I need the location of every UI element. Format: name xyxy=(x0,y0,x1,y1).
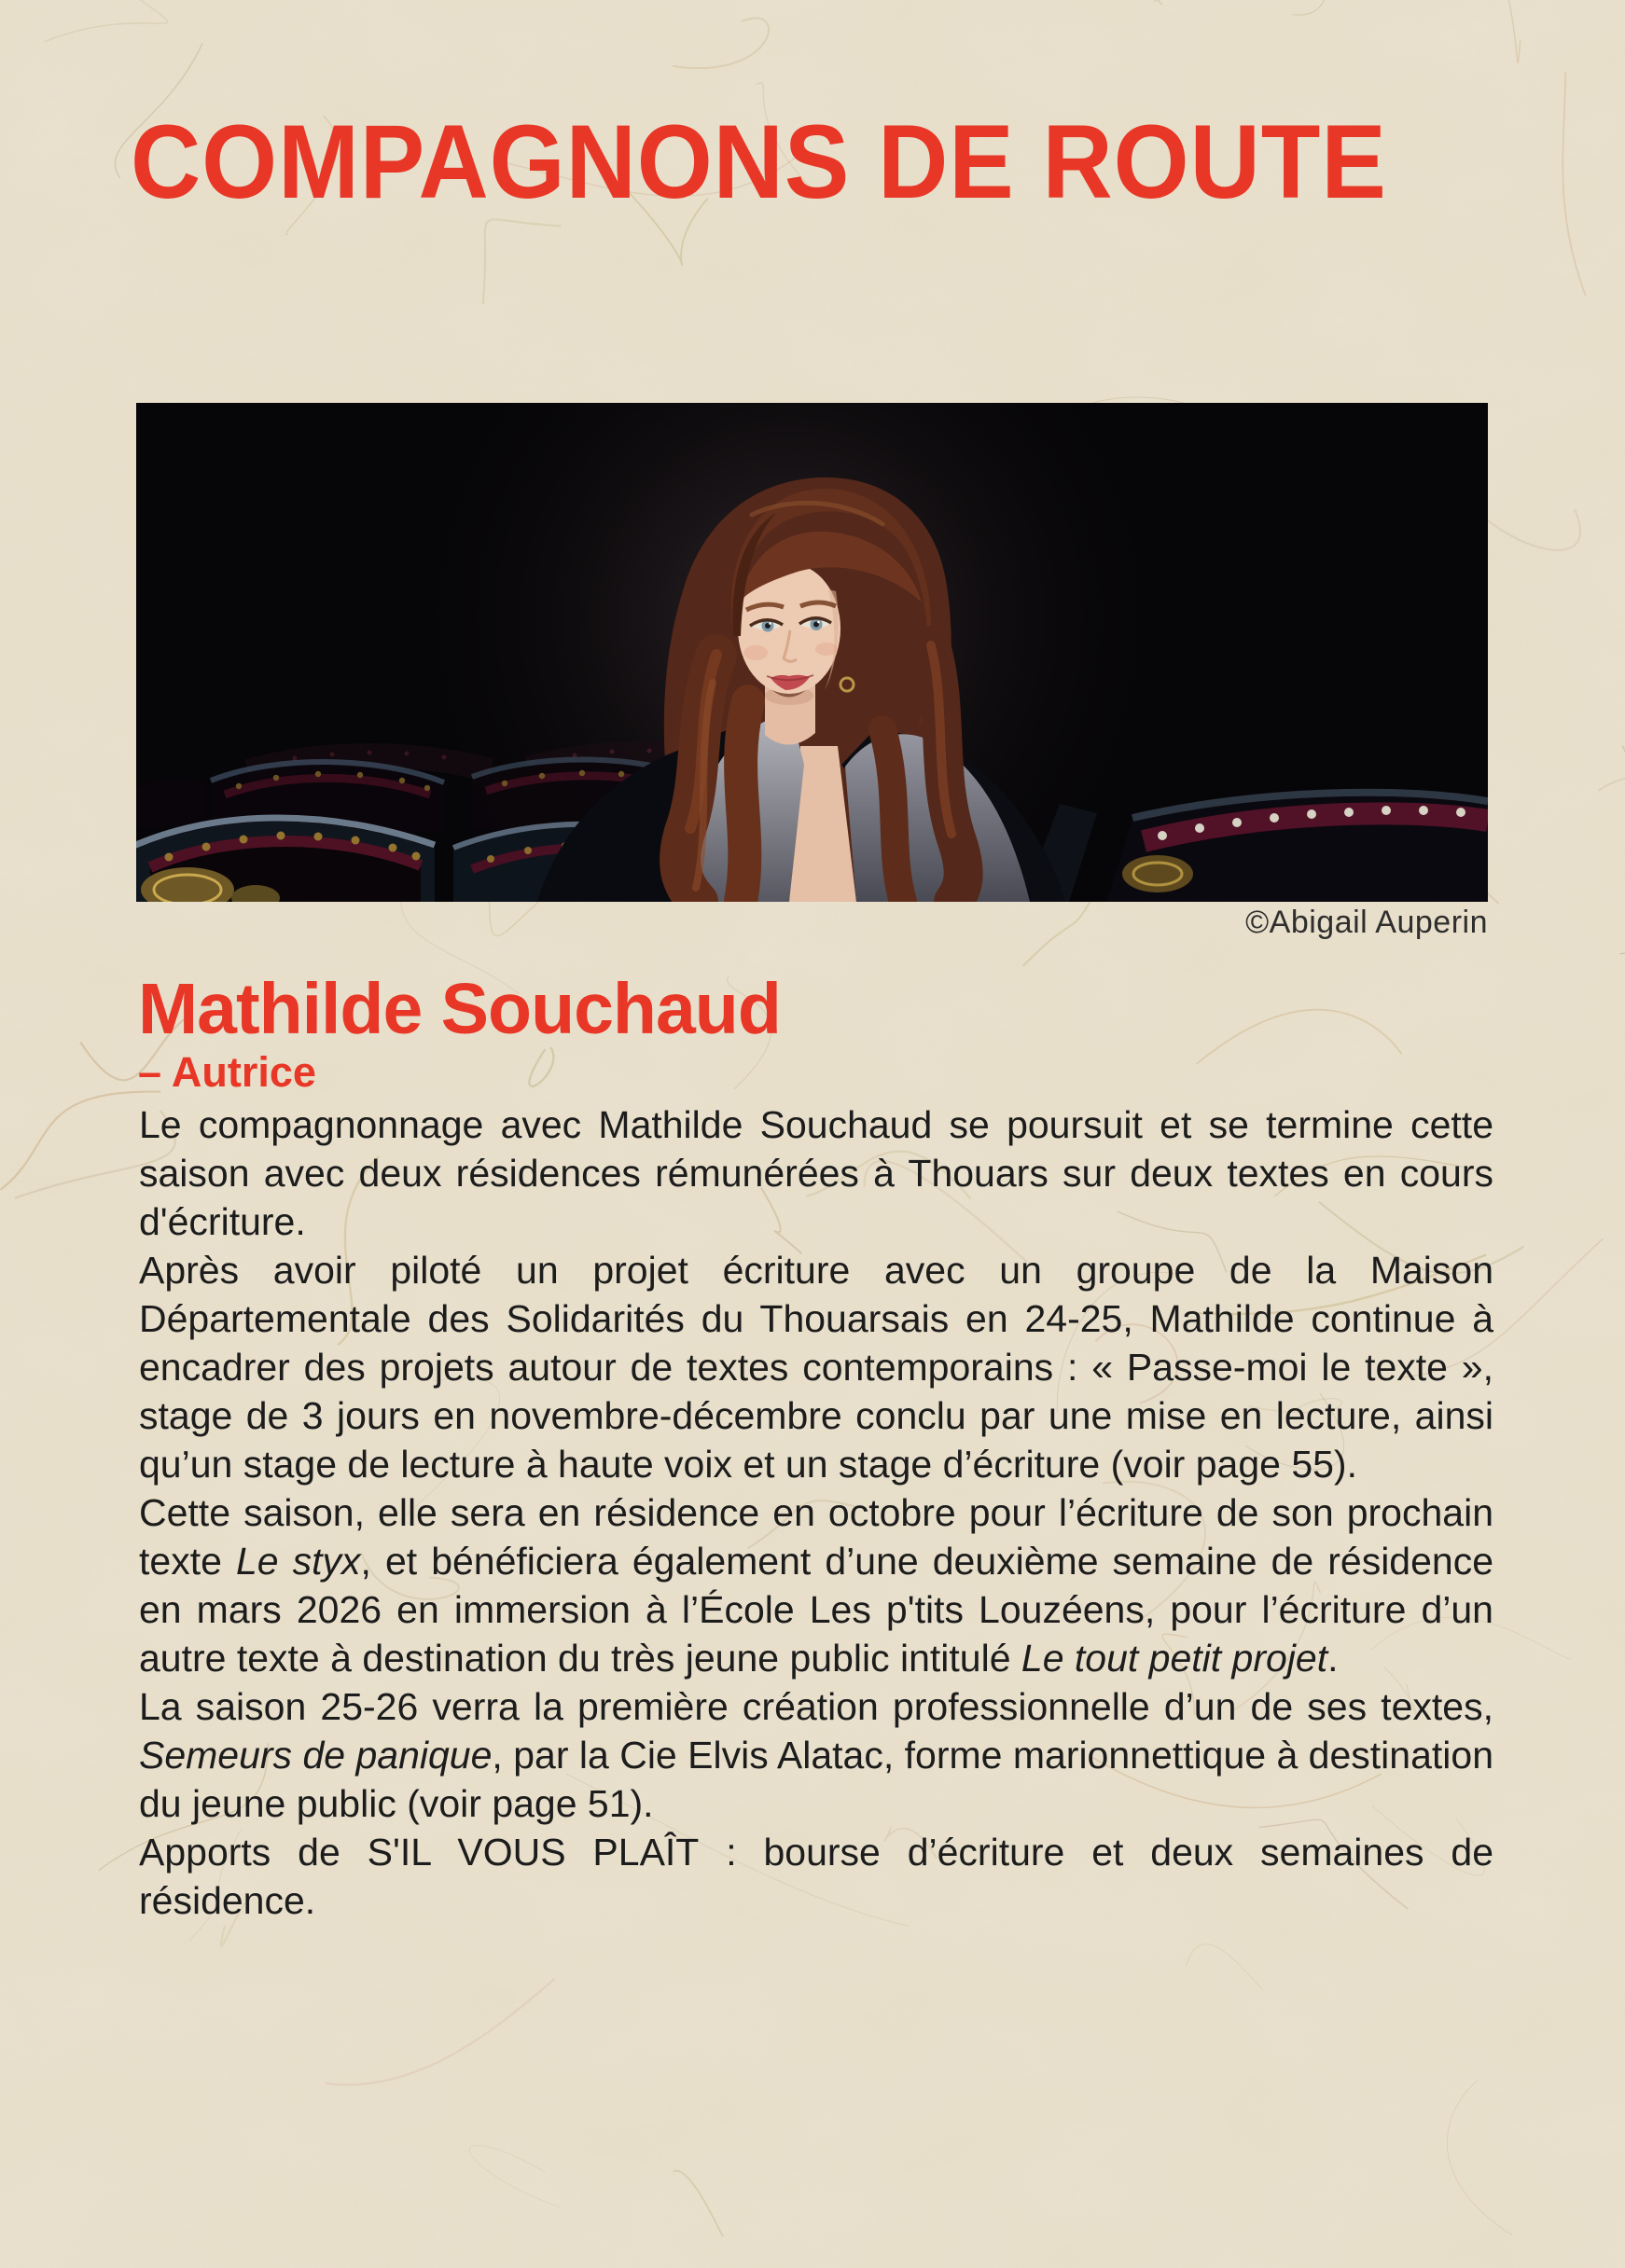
body-paragraph: Après avoir piloté un projet écriture avec un groupe de la Maison Départementale des Solidarités du Thouarsais en 24-25, Mathilde continue à encadrer des projets autour de textes contemporains : « Passe-moi le texte », stage de 3 jours en novembre-décembre conclu par une mise en lecture, ainsi qu’un stage de lecture à haute voix et un stage d’écriture (voir page 55). xyxy=(139,1249,1493,1486)
body-paragraph: La saison 25-26 verra la première création professionnelle d’un de ses textes, Semeurs de panique, par la Cie Elvis Alatac, forme marionnettique à destination du jeune public (voir page 51). xyxy=(139,1685,1494,1825)
body-paragraph: Le compagnonnage avec Mathilde Souchaud se poursuit et se termine cette saison avec deux résidences rémunérées à Thouars sur deux textes en cours d'écriture. xyxy=(139,1103,1493,1243)
body-paragraph: Cette saison, elle sera en résidence en octobre pour l’écriture de son prochain texte Le styx, et bénéficiera également d’une deuxième semaine de résidence en mars 2026 en immersion à l’École Les p'tits Louzéens, pour l’écriture d’un autre texte à destination du très jeune public intitulé Le tout petit projet. xyxy=(139,1491,1494,1680)
body-paragraph: Apports de S'IL VOUS PLAÎT : bourse d’écriture et deux semaines de résidence. xyxy=(139,1831,1493,1922)
portrait-photo-illustration xyxy=(136,403,1488,902)
page-title: COMPAGNONS DE ROUTE xyxy=(131,104,1387,220)
person-role: – Autrice xyxy=(138,1048,316,1096)
portrait-photo xyxy=(136,403,1488,902)
person-name: Mathilde Souchaud xyxy=(138,969,781,1049)
article-body xyxy=(139,1100,1493,1925)
photo-credit: ©Abigail Auperin xyxy=(1245,905,1488,940)
